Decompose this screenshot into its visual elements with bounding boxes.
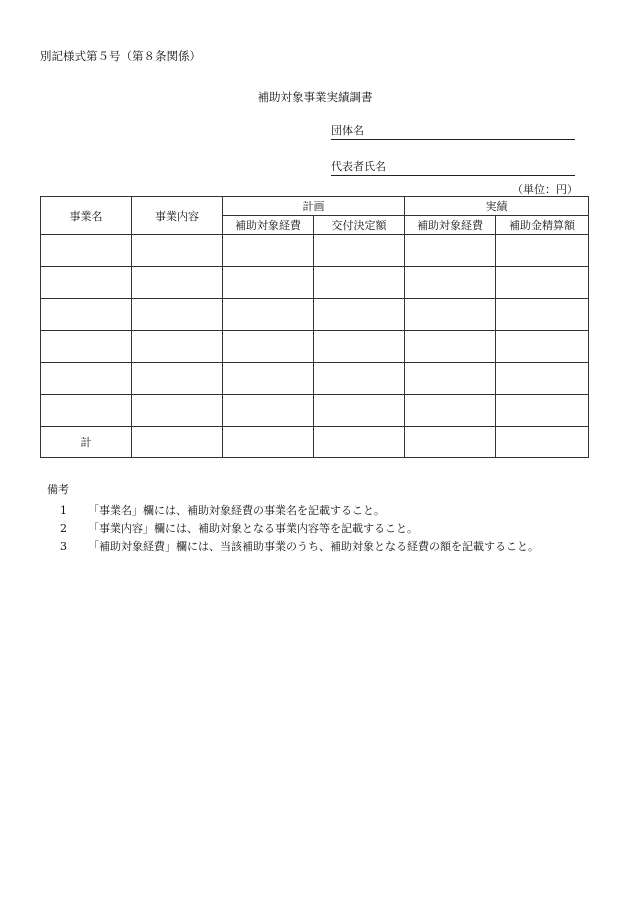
- table-row: [41, 235, 589, 267]
- table-cell[interactable]: [132, 427, 223, 458]
- table-cell[interactable]: [496, 363, 589, 395]
- header-actual-eligible-cost: 補助対象経費: [405, 216, 496, 235]
- table-cell[interactable]: [405, 395, 496, 427]
- table-cell[interactable]: [223, 235, 314, 267]
- note-number: 1: [60, 504, 67, 517]
- table-row: [41, 331, 589, 363]
- table-cell[interactable]: [405, 235, 496, 267]
- organization-name-label: 団体名: [331, 124, 364, 137]
- table-cell[interactable]: [132, 299, 223, 331]
- table-row: [41, 267, 589, 299]
- table-cell[interactable]: [496, 427, 589, 458]
- note-item: [60, 538, 539, 556]
- table-cell[interactable]: [132, 363, 223, 395]
- table-cell[interactable]: [314, 427, 405, 458]
- table-cell[interactable]: [41, 267, 132, 299]
- form-number: 別記様式第５号（第８条関係）: [40, 49, 201, 63]
- total-row: [41, 427, 589, 458]
- note-text: 「補助対象経費」欄には、当該補助事業のうち、補助対象となる経費の額を記載すること。: [88, 540, 539, 553]
- note-item: [60, 502, 539, 520]
- table-row: [41, 363, 589, 395]
- table-cell[interactable]: [41, 299, 132, 331]
- table-cell[interactable]: [314, 267, 405, 299]
- document-title: 補助対象事業実績調書: [257, 90, 373, 104]
- header-business-name: 事業名: [41, 197, 132, 235]
- header-business-content: 事業内容: [132, 197, 223, 235]
- table-cell[interactable]: [223, 427, 314, 458]
- unit-label: （単位：円）: [512, 183, 578, 196]
- representative-name-line: [331, 160, 575, 176]
- table-cell[interactable]: [41, 363, 132, 395]
- table-cell[interactable]: [132, 235, 223, 267]
- table-cell[interactable]: [223, 395, 314, 427]
- note-number: 2: [60, 522, 67, 535]
- organization-name-line: [331, 124, 575, 140]
- table-cell[interactable]: [314, 395, 405, 427]
- table-cell[interactable]: [223, 363, 314, 395]
- table-cell[interactable]: [223, 331, 314, 363]
- table-cell[interactable]: [132, 267, 223, 299]
- table-cell[interactable]: [314, 331, 405, 363]
- header-plan-grant-decision: 交付決定額: [314, 216, 405, 235]
- total-label: 計: [41, 427, 132, 458]
- table-cell[interactable]: [132, 331, 223, 363]
- header-plan-group: 計画: [223, 197, 405, 216]
- header-actual-group: 実績: [405, 197, 589, 216]
- note-item: [60, 520, 539, 538]
- notes-title: 備考: [47, 483, 69, 496]
- table-cell[interactable]: [132, 395, 223, 427]
- header-actual-settlement: 補助金精算額: [496, 216, 589, 235]
- table-row: [41, 395, 589, 427]
- table-cell[interactable]: [405, 363, 496, 395]
- table-cell[interactable]: [496, 267, 589, 299]
- table-cell[interactable]: [496, 235, 589, 267]
- table-cell[interactable]: [496, 331, 589, 363]
- table-cell[interactable]: [496, 299, 589, 331]
- table-cell[interactable]: [405, 267, 496, 299]
- note-text: 「事業名」欄には、補助対象経費の事業名を記載すること。: [88, 504, 385, 517]
- table-cell[interactable]: [496, 395, 589, 427]
- table-cell[interactable]: [223, 267, 314, 299]
- table-cell[interactable]: [405, 427, 496, 458]
- table-cell[interactable]: [405, 299, 496, 331]
- representative-name-label: 代表者氏名: [331, 160, 386, 173]
- note-number: 3: [60, 540, 67, 553]
- header-plan-eligible-cost: 補助対象経費: [223, 216, 314, 235]
- results-table: [40, 196, 589, 458]
- table-cell[interactable]: [314, 235, 405, 267]
- table-cell[interactable]: [41, 395, 132, 427]
- notes-section: [47, 481, 539, 556]
- note-text: 「事業内容」欄には、補助対象となる事業内容等を記載すること。: [88, 522, 418, 535]
- table-row: [41, 299, 589, 331]
- table-cell[interactable]: [314, 363, 405, 395]
- table-cell[interactable]: [314, 299, 405, 331]
- table-cell[interactable]: [41, 331, 132, 363]
- table-cell[interactable]: [223, 299, 314, 331]
- table-cell[interactable]: [405, 331, 496, 363]
- table-cell[interactable]: [41, 235, 132, 267]
